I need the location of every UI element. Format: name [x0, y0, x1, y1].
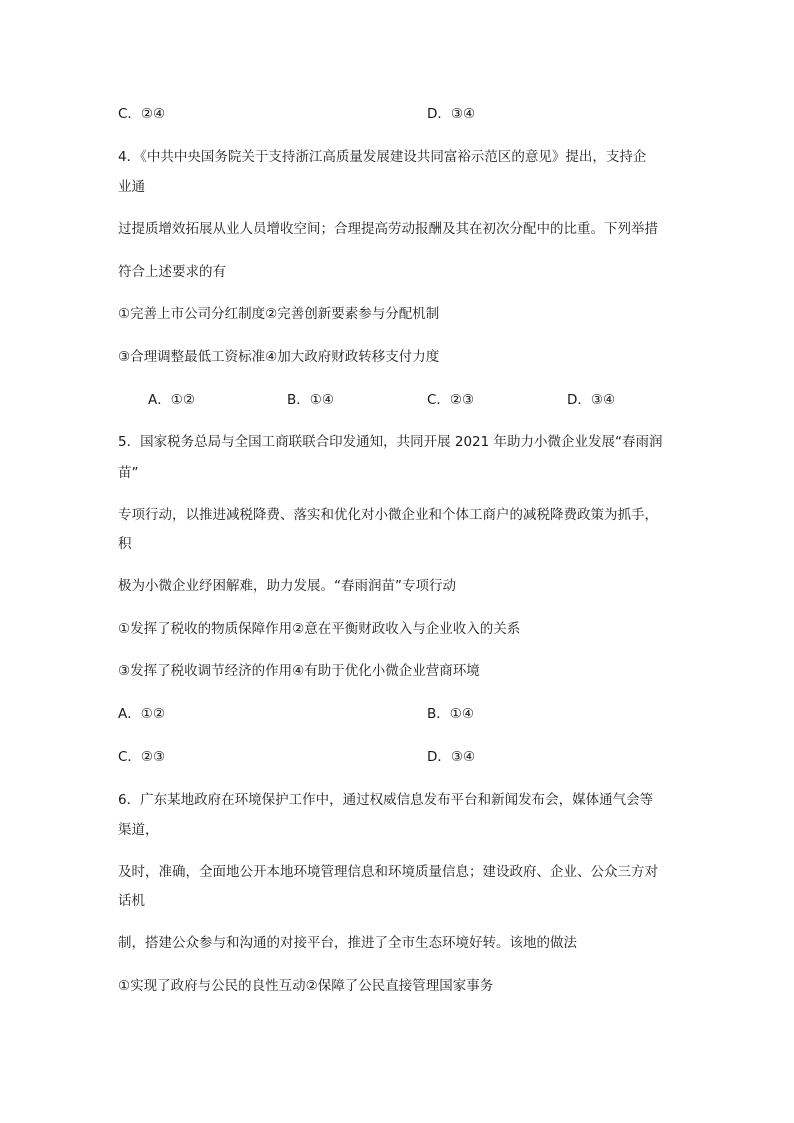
q4-stem-line-2: 业通	[118, 179, 145, 195]
q5-option-c: C．②③	[118, 749, 166, 765]
q5-stem-line-3: 专项行动，以推进减税降费、落实和优化对小微企业和个体工商户的减税降费政策为抓手，	[118, 507, 658, 523]
q6-item-line-1: ①实现了政府与公民的良性互动②保障了公民直接管理国家事务	[118, 978, 494, 994]
q4-stem-line-4: 符合上述要求的有	[118, 264, 226, 280]
q6-stem-line-1: 6．广东某地政府在环境保护工作中，通过权威信息发布平台和新闻发布会，媒体通气会等	[118, 792, 654, 808]
q6-stem-line-5: 制，搭建公众参与和沟通的对接平台，推进了全市生态环境好转。该地的做法	[118, 935, 577, 951]
q5-stem-line-2: 苗”	[118, 465, 139, 481]
q6-stem-line-3: 及时，准确，全面地公开本地环境管理信息和环境质量信息；建设政府、企业、公众三方对	[118, 864, 658, 880]
q5-stem-line-5: 极为小微企业纾困解难，助力发展。“春雨润苗”专项行动	[118, 578, 456, 594]
q4-option-c: C．②③	[427, 392, 475, 408]
q5-stem-line-1: 5．国家税务总局与全国工商联联合印发通知，共同开展 2021 年助力小微企业发展“春雨润	[118, 434, 663, 450]
q3-option-d: D．③④	[427, 106, 476, 122]
q5-option-b: B．①④	[427, 706, 474, 722]
q6-stem-line-4: 话机	[118, 893, 145, 909]
q5-item-line-1: ①发挥了税收的物质保障作用②意在平衡财政收入与企业收入的关系	[118, 621, 521, 637]
q4-option-a: A．①②	[148, 392, 195, 408]
q4-stem-line-1: 4．《中共中央国务院关于支持浙江高质量发展建设共同富裕示范区的意见》提出，支持企	[118, 149, 647, 165]
q5-stem-line-4: 积	[118, 536, 132, 552]
q4-stem-line-3: 过提质增效拓展从业人员增收空间；合理提高劳动报酬及其在初次分配中的比重。下列举措	[118, 221, 658, 237]
q4-option-b: B．①④	[287, 392, 334, 408]
q5-option-d: D．③④	[427, 749, 476, 765]
q3-option-c: C．②④	[118, 106, 166, 122]
q5-item-line-2: ③发挥了税收调节经济的作用④有助于优化小微企业营商环境	[118, 663, 480, 679]
q5-option-a: A．①②	[118, 706, 165, 722]
q4-item-line-1: ①完善上市公司分红制度②完善创新要素参与分配机制	[118, 306, 440, 322]
q4-item-line-2: ③合理调整最低工资标准④加大政府财政转移支付力度	[118, 349, 440, 365]
q4-option-d: D．③④	[567, 392, 616, 408]
q6-stem-line-2: 渠道，	[118, 822, 159, 838]
